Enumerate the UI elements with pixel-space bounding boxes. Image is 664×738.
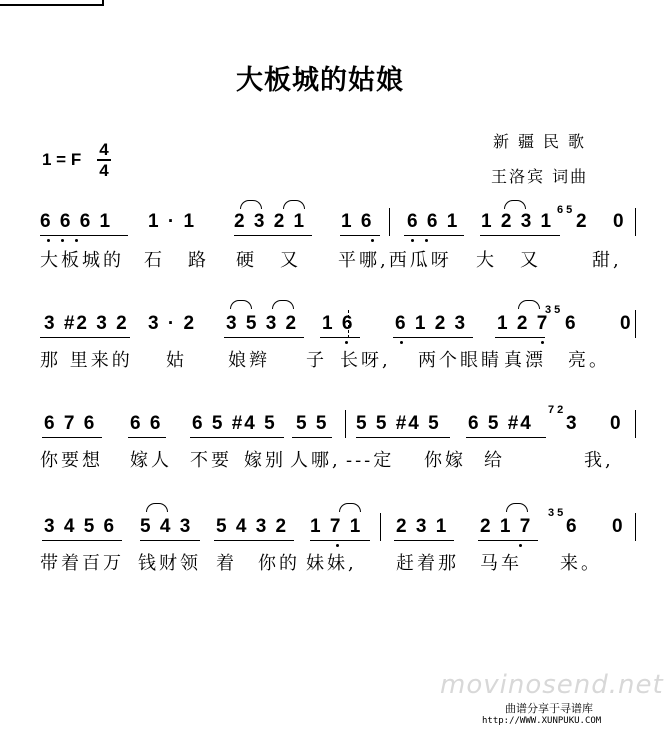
note-group: 6 bbox=[565, 313, 578, 334]
lyric: 你要想 bbox=[40, 450, 103, 471]
lyric: 你的 bbox=[258, 553, 300, 574]
barline bbox=[389, 208, 390, 236]
lyric: 长呀, bbox=[340, 350, 391, 371]
octave-dot bbox=[519, 544, 522, 547]
lyrics-line-4 bbox=[40, 549, 630, 575]
underline bbox=[495, 337, 545, 338]
note-group: 6 6 6 1 bbox=[40, 211, 113, 232]
notation-line-2 bbox=[40, 313, 633, 343]
lyrics-line-2 bbox=[40, 346, 630, 372]
note-group: 0 bbox=[612, 516, 625, 537]
notation-line-4 bbox=[40, 516, 630, 546]
lyric: 钱财领 bbox=[138, 553, 201, 574]
note-group: 1 2 7 bbox=[497, 313, 550, 334]
underline bbox=[234, 235, 312, 236]
octave-dot bbox=[425, 239, 428, 242]
note-group: 3 bbox=[566, 413, 579, 434]
underline bbox=[190, 437, 284, 438]
lyric: 石 bbox=[144, 250, 165, 271]
note-group: 5 4 3 2 bbox=[216, 516, 289, 537]
lyric: 着 bbox=[216, 553, 237, 574]
slur bbox=[518, 300, 540, 309]
note-group: 5 5 bbox=[296, 413, 329, 434]
lyric: 嫁人 bbox=[130, 450, 172, 471]
footer-url[interactable]: http://WWW.XUNPUKU.COM bbox=[482, 716, 602, 726]
slur bbox=[272, 300, 294, 309]
octave-dot bbox=[345, 341, 348, 344]
slur bbox=[504, 200, 526, 209]
song-origin: 新疆民歌 bbox=[493, 132, 594, 151]
underline bbox=[40, 337, 130, 338]
top-rule bbox=[0, 4, 102, 6]
note-group: 3 #2 3 2 bbox=[44, 313, 129, 334]
lyric: 嫁别 bbox=[244, 450, 286, 471]
note-group: 1 · 1 bbox=[148, 211, 197, 232]
note-group: 6 5 #4 5 bbox=[192, 413, 277, 434]
underline bbox=[478, 540, 538, 541]
note-group: 3 · 2 bbox=[148, 313, 197, 334]
octave-dot bbox=[47, 239, 50, 242]
underline bbox=[310, 540, 370, 541]
underline bbox=[404, 235, 464, 236]
barline bbox=[345, 410, 346, 438]
lyric: 给 bbox=[484, 450, 505, 471]
octave-dot bbox=[75, 239, 78, 242]
lyric: 娘辫 bbox=[228, 350, 270, 371]
lyric: 平哪,西瓜呀 bbox=[338, 250, 452, 271]
note-group: 2 bbox=[576, 211, 589, 232]
note-group: 0 bbox=[620, 313, 633, 334]
underline bbox=[214, 540, 294, 541]
slur bbox=[240, 200, 262, 209]
lyric: 你嫁 bbox=[424, 450, 466, 471]
octave-dot bbox=[541, 341, 544, 344]
octave-dot bbox=[400, 341, 403, 344]
lyric: 真漂 bbox=[504, 350, 546, 371]
note-group: 6 7 6 bbox=[44, 413, 97, 434]
note-group: 3 5 3 2 bbox=[226, 313, 299, 334]
lyric: 硬 bbox=[236, 250, 257, 271]
slur bbox=[283, 200, 305, 209]
note-group: 3 4 5 6 bbox=[44, 516, 117, 537]
lyric: 又 bbox=[280, 250, 301, 271]
grace-note: 7 2 bbox=[548, 404, 564, 416]
grace-note: 6 5 bbox=[557, 204, 573, 216]
octave-dot bbox=[336, 544, 339, 547]
watermark: movinosend.net bbox=[440, 670, 664, 700]
lyric: 甜, bbox=[592, 250, 622, 271]
lyric: 马车 bbox=[480, 553, 522, 574]
note-group: 1 6 bbox=[322, 313, 355, 334]
grace-note: 3 5 bbox=[545, 304, 561, 316]
note-group: 0 bbox=[610, 413, 623, 434]
underline bbox=[40, 235, 128, 236]
note-group: 2 3 1 bbox=[396, 516, 449, 537]
lyric: 那 里来的 bbox=[40, 350, 133, 371]
lyric: 亮。 bbox=[568, 350, 610, 371]
lyric: 路 bbox=[188, 250, 209, 271]
underline bbox=[466, 437, 546, 438]
underline bbox=[224, 337, 304, 338]
time-signature-top: 4 bbox=[99, 140, 109, 159]
lyric: 大 bbox=[476, 250, 497, 271]
note-group: 2 3 2 1 bbox=[234, 211, 307, 232]
lyric: 两个眼睛 bbox=[418, 350, 502, 371]
underline bbox=[356, 437, 450, 438]
song-credit: 王洛宾 词曲 bbox=[491, 167, 589, 186]
note-group: 1 2 3 1 bbox=[481, 211, 554, 232]
underline bbox=[480, 235, 560, 236]
lyric: 妹妹, bbox=[306, 553, 357, 574]
barline bbox=[635, 513, 636, 541]
lyric: 赶着那 bbox=[396, 553, 459, 574]
barline bbox=[635, 310, 636, 338]
barline bbox=[635, 208, 636, 236]
note-group: 6 6 bbox=[130, 413, 163, 434]
note-group: 2 1 7 bbox=[480, 516, 533, 537]
slur bbox=[230, 300, 252, 309]
note-group: 0 bbox=[613, 211, 626, 232]
lyric: ---定 bbox=[346, 450, 395, 471]
underline bbox=[42, 540, 122, 541]
underline bbox=[140, 540, 200, 541]
lyric: 人哪, bbox=[290, 450, 341, 471]
time-signature-bottom: 4 bbox=[99, 161, 109, 180]
barline-dashed bbox=[348, 310, 349, 338]
barline bbox=[635, 410, 636, 438]
lyrics-line-3 bbox=[40, 446, 630, 472]
footer-source: 曲谱分享于寻谱库 bbox=[505, 702, 593, 715]
slur bbox=[506, 503, 528, 512]
underline bbox=[393, 337, 473, 338]
notation-line-1 bbox=[40, 211, 630, 241]
grace-note: 3 5 bbox=[548, 507, 564, 519]
slur bbox=[146, 503, 168, 512]
top-rule-tick bbox=[102, 0, 104, 6]
lyric: 姑 bbox=[166, 350, 187, 371]
lyric: 大板城的 bbox=[40, 250, 124, 271]
slur bbox=[339, 503, 361, 512]
lyric: 不要 bbox=[190, 450, 232, 471]
lyric: 我, bbox=[584, 450, 614, 471]
underline bbox=[292, 437, 332, 438]
note-group: 6 bbox=[566, 516, 579, 537]
underline bbox=[128, 437, 166, 438]
time-signature bbox=[96, 140, 112, 180]
octave-dot bbox=[371, 239, 374, 242]
note-group: 6 6 1 bbox=[407, 211, 460, 232]
lyric: 又 bbox=[520, 250, 541, 271]
note-group: 1 6 bbox=[341, 211, 374, 232]
note-group: 5 4 3 bbox=[140, 516, 193, 537]
note-group: 1 7 1 bbox=[310, 516, 363, 537]
lyrics-line-1 bbox=[40, 246, 630, 272]
key-signature: 1 = F bbox=[42, 150, 82, 169]
notation-line-3 bbox=[40, 413, 630, 443]
underline bbox=[394, 540, 454, 541]
lyric: 来。 bbox=[560, 553, 602, 574]
lyric: 子 bbox=[306, 350, 327, 371]
note-group: 5 5 #4 5 bbox=[356, 413, 441, 434]
octave-dot bbox=[411, 239, 414, 242]
underline bbox=[42, 437, 102, 438]
note-group: 6 1 2 3 bbox=[395, 313, 468, 334]
barline bbox=[380, 513, 381, 541]
lyric: 带着百万 bbox=[40, 553, 124, 574]
note-group: 6 5 #4 bbox=[468, 413, 533, 434]
underline bbox=[340, 235, 380, 236]
song-title: 大板城的姑娘 bbox=[236, 65, 404, 96]
octave-dot bbox=[61, 239, 64, 242]
underline bbox=[320, 337, 360, 338]
